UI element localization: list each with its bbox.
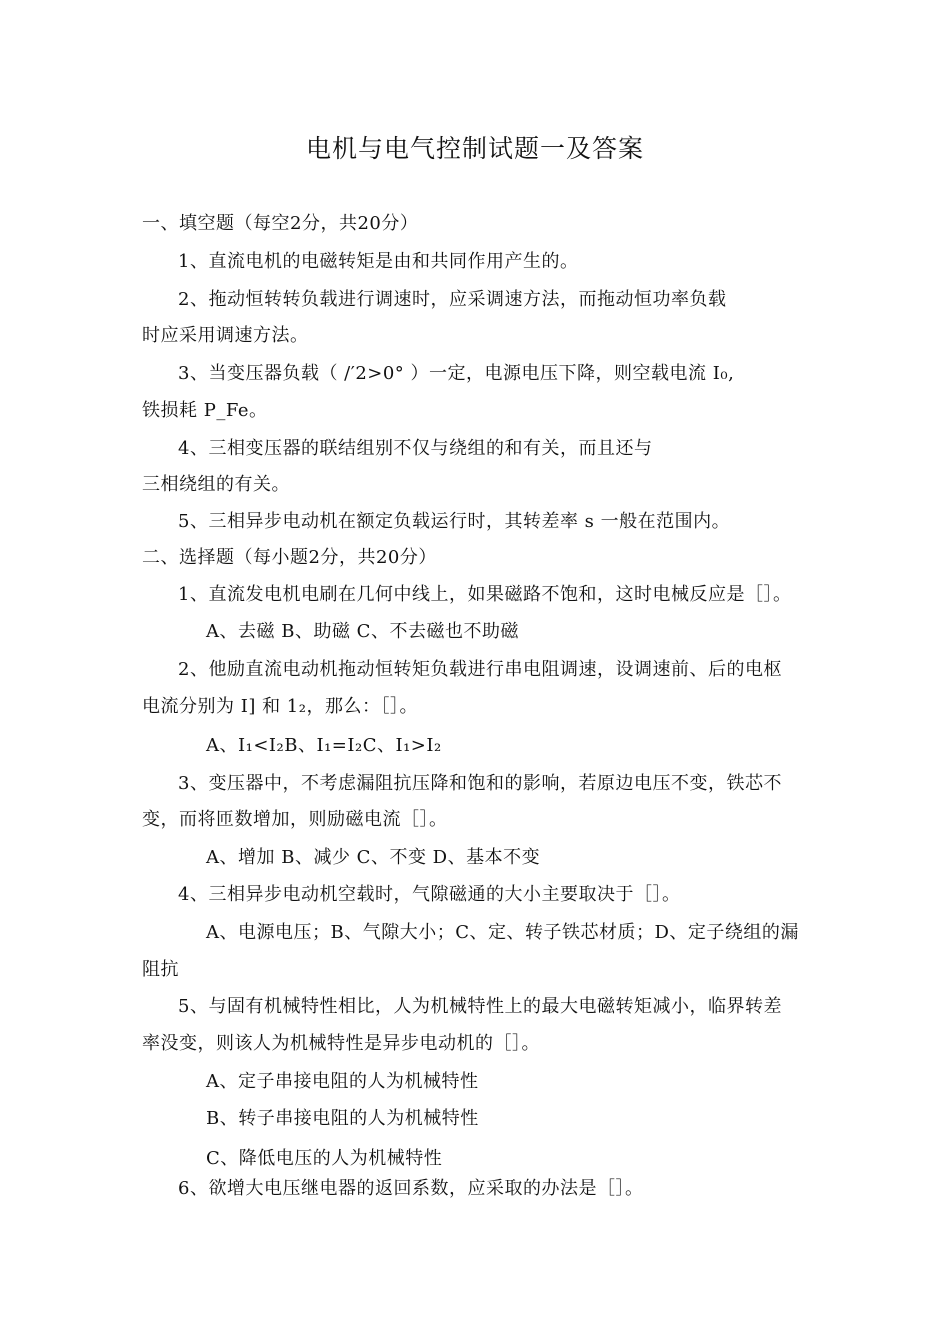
fill-blank-q4-line2: 三相绕组的有关。 [142, 474, 290, 495]
fill-blank-q4-line1: 4、三相变压器的联结组别不仅与绕组的和有关，而且还与 [178, 438, 653, 459]
choice-q1-options: A、去磁 B、助磁 C、不去磁也不助磁 [206, 621, 519, 642]
choice-q2-line1: 2、他励直流电动机拖动恒转矩负载进行串电阻调速，设调速前、后的电枢 [178, 659, 782, 680]
fill-blank-q3-line2: 铁损耗 P_Fe。 [142, 400, 268, 421]
choice-q4-options-line2: 阻抗 [142, 959, 179, 980]
choice-q3-line2: 变，而将匝数增加，则励磁电流［］。 [142, 809, 448, 830]
choice-q2-line2: 电流分别为 I] 和 1₂，那么：［］。 [142, 696, 418, 717]
choice-q4: 4、三相异步电动机空载时，气隙磁通的大小主要取决于［］。 [178, 884, 681, 905]
choice-q5-option-a: A、定子串接电阻的人为机械特性 [206, 1071, 479, 1092]
page-title: 电机与电气控制试题一及答案 [305, 134, 644, 163]
fill-blank-q3-line1: 3、当变压器负载（ /′2>0° ）一定，电源电压下降，则空载电流 I₀, [178, 363, 735, 384]
choice-q3-options: A、增加 B、减少 C、不变 D、基本不变 [206, 847, 541, 868]
choice-q6: 6、欲增大电压继电器的返回系数，应采取的办法是［］。 [178, 1178, 644, 1199]
choice-q5-line1: 5、与固有机械特性相比，人为机械特性上的最大电磁转矩减小，临界转差 [178, 996, 782, 1017]
choice-q4-options-line1: A、电源电压；B、气隙大小；C、定、转子铁芯材质；D、定子绕组的漏 [206, 922, 799, 943]
choice-q1: 1、直流发电机电刷在几何中线上，如果磁路不饱和，这时电械反应是［］。 [178, 584, 792, 605]
choice-q5-option-b: B、转子串接电阻的人为机械特性 [206, 1108, 479, 1129]
fill-blank-q2-line1: 2、拖动恒转转负载进行调速时，应采调速方法，而拖动恒功率负载 [178, 289, 727, 310]
fill-blank-heading: 一、填空题（每空2分，共20分） [142, 213, 419, 234]
choice-q2-options: A、I₁<I₂B、I₁=I₂C、I₁>I₂ [206, 735, 442, 756]
choice-q3-line1: 3、变压器中，不考虑漏阻抗压降和饱和的影响，若原边电压不变，铁芯不 [178, 773, 782, 794]
fill-blank-q5: 5、三相异步电动机在额定负载运行时，其转差率 s 一般在范围内。 [178, 511, 731, 532]
choice-heading: 二、选择题（每小题2分，共20分） [142, 547, 437, 568]
choice-q5-line2: 率没变，则该人为机械特性是异步电动机的［］。 [142, 1033, 540, 1054]
choice-q5-option-c: C、降低电压的人为机械特性 [206, 1148, 443, 1169]
fill-blank-q2-line2: 时应采用调速方法。 [142, 325, 309, 346]
fill-blank-q1: 1、直流电机的电磁转矩是由和共同作用产生的。 [178, 251, 579, 272]
